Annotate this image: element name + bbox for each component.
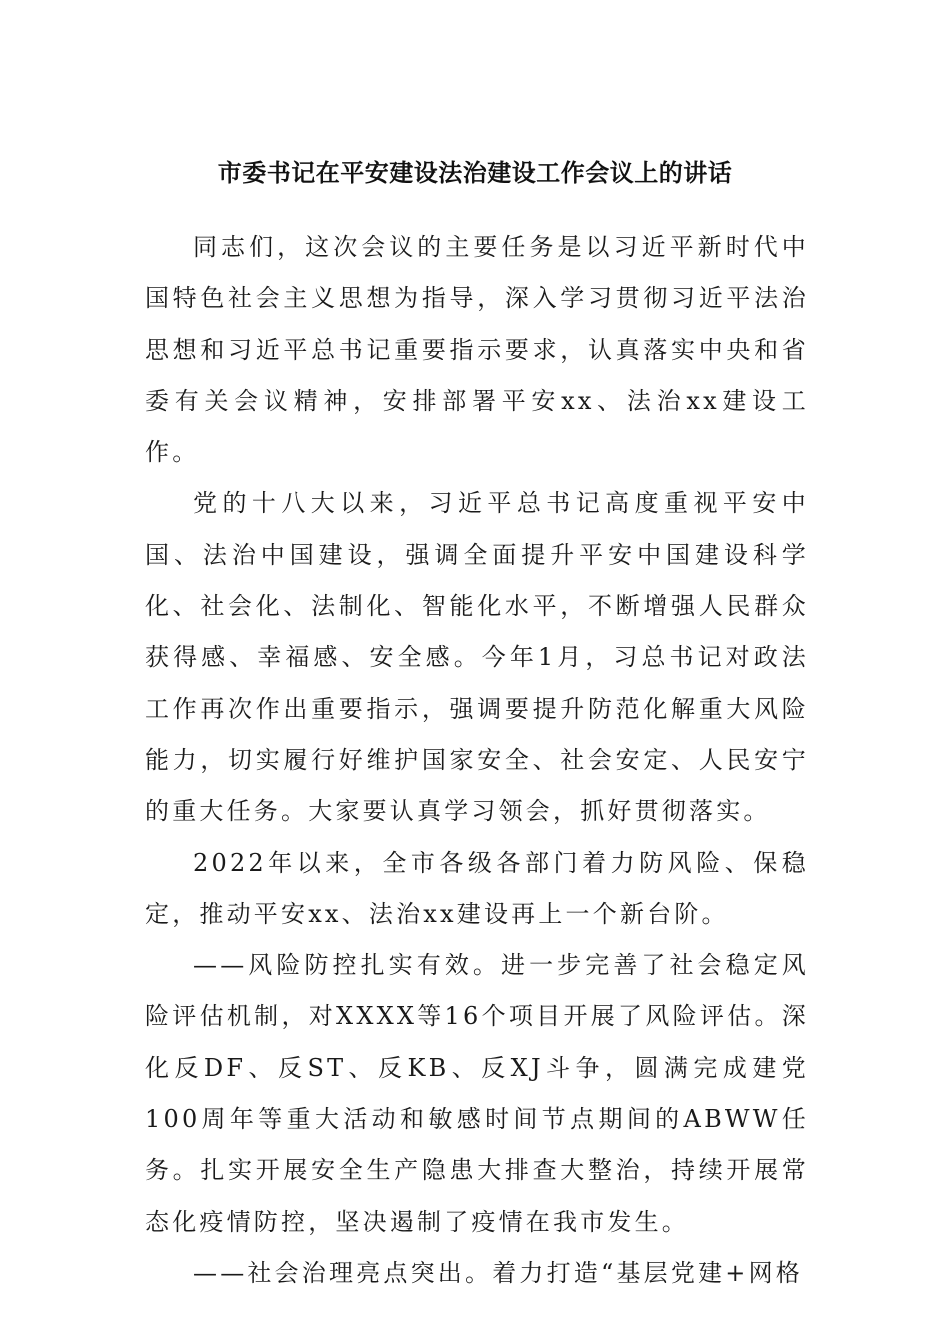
document-title: 市委书记在平安建设法治建设工作会议上的讲话 (217, 158, 733, 187)
paragraph: ——风险防控扎实有效。进一步完善了社会稳定风险评估机制，对XXXX等16个项目开展了风险评估。深化反DF、反ST、反KB、反XJ斗争，圆满完成建党100周年等重大活动和敏感时间节点期间的ABWW任务。扎实开展安全生产隐患大排查大整治，持续开展常态化疫情防控，坚决遏制了疫情在我市发生。 (145, 951, 809, 1236)
paragraph: 党的十八大以来，习近平总书记高度重视平安中国、法治中国建设，强调全面提升平安中国建设科学化、社会化、法制化、智能化水平，不断增强人民群众获得感、幸福感、安全感。今年1月，习总书记对政法工作再次作出重要指示，强调要提升防范化解重大风险能力，切实履行好维护国家安全、社会安定、人民安宁的重大任务。大家要认真学习领会，抓好贯彻落实。 (145, 489, 809, 826)
document-body (145, 222, 809, 1299)
paragraph: 2022年以来，全市各级各部门着力防风险、保稳定，推动平安xx、法治xx建设再上一个新台阶。 (145, 848, 809, 928)
paragraph: 同志们，这次会议的主要任务是以习近平新时代中国特色社会主义思想为指导，深入学习贯彻习近平法治思想和习近平总书记重要指示要求，认真落实中央和省委有关会议精神，安排部署平安xx、法治xx建设工作。 (145, 233, 809, 467)
paragraph: ——社会治理亮点突出。着力打造“基层党建+网格 (193, 1258, 803, 1287)
